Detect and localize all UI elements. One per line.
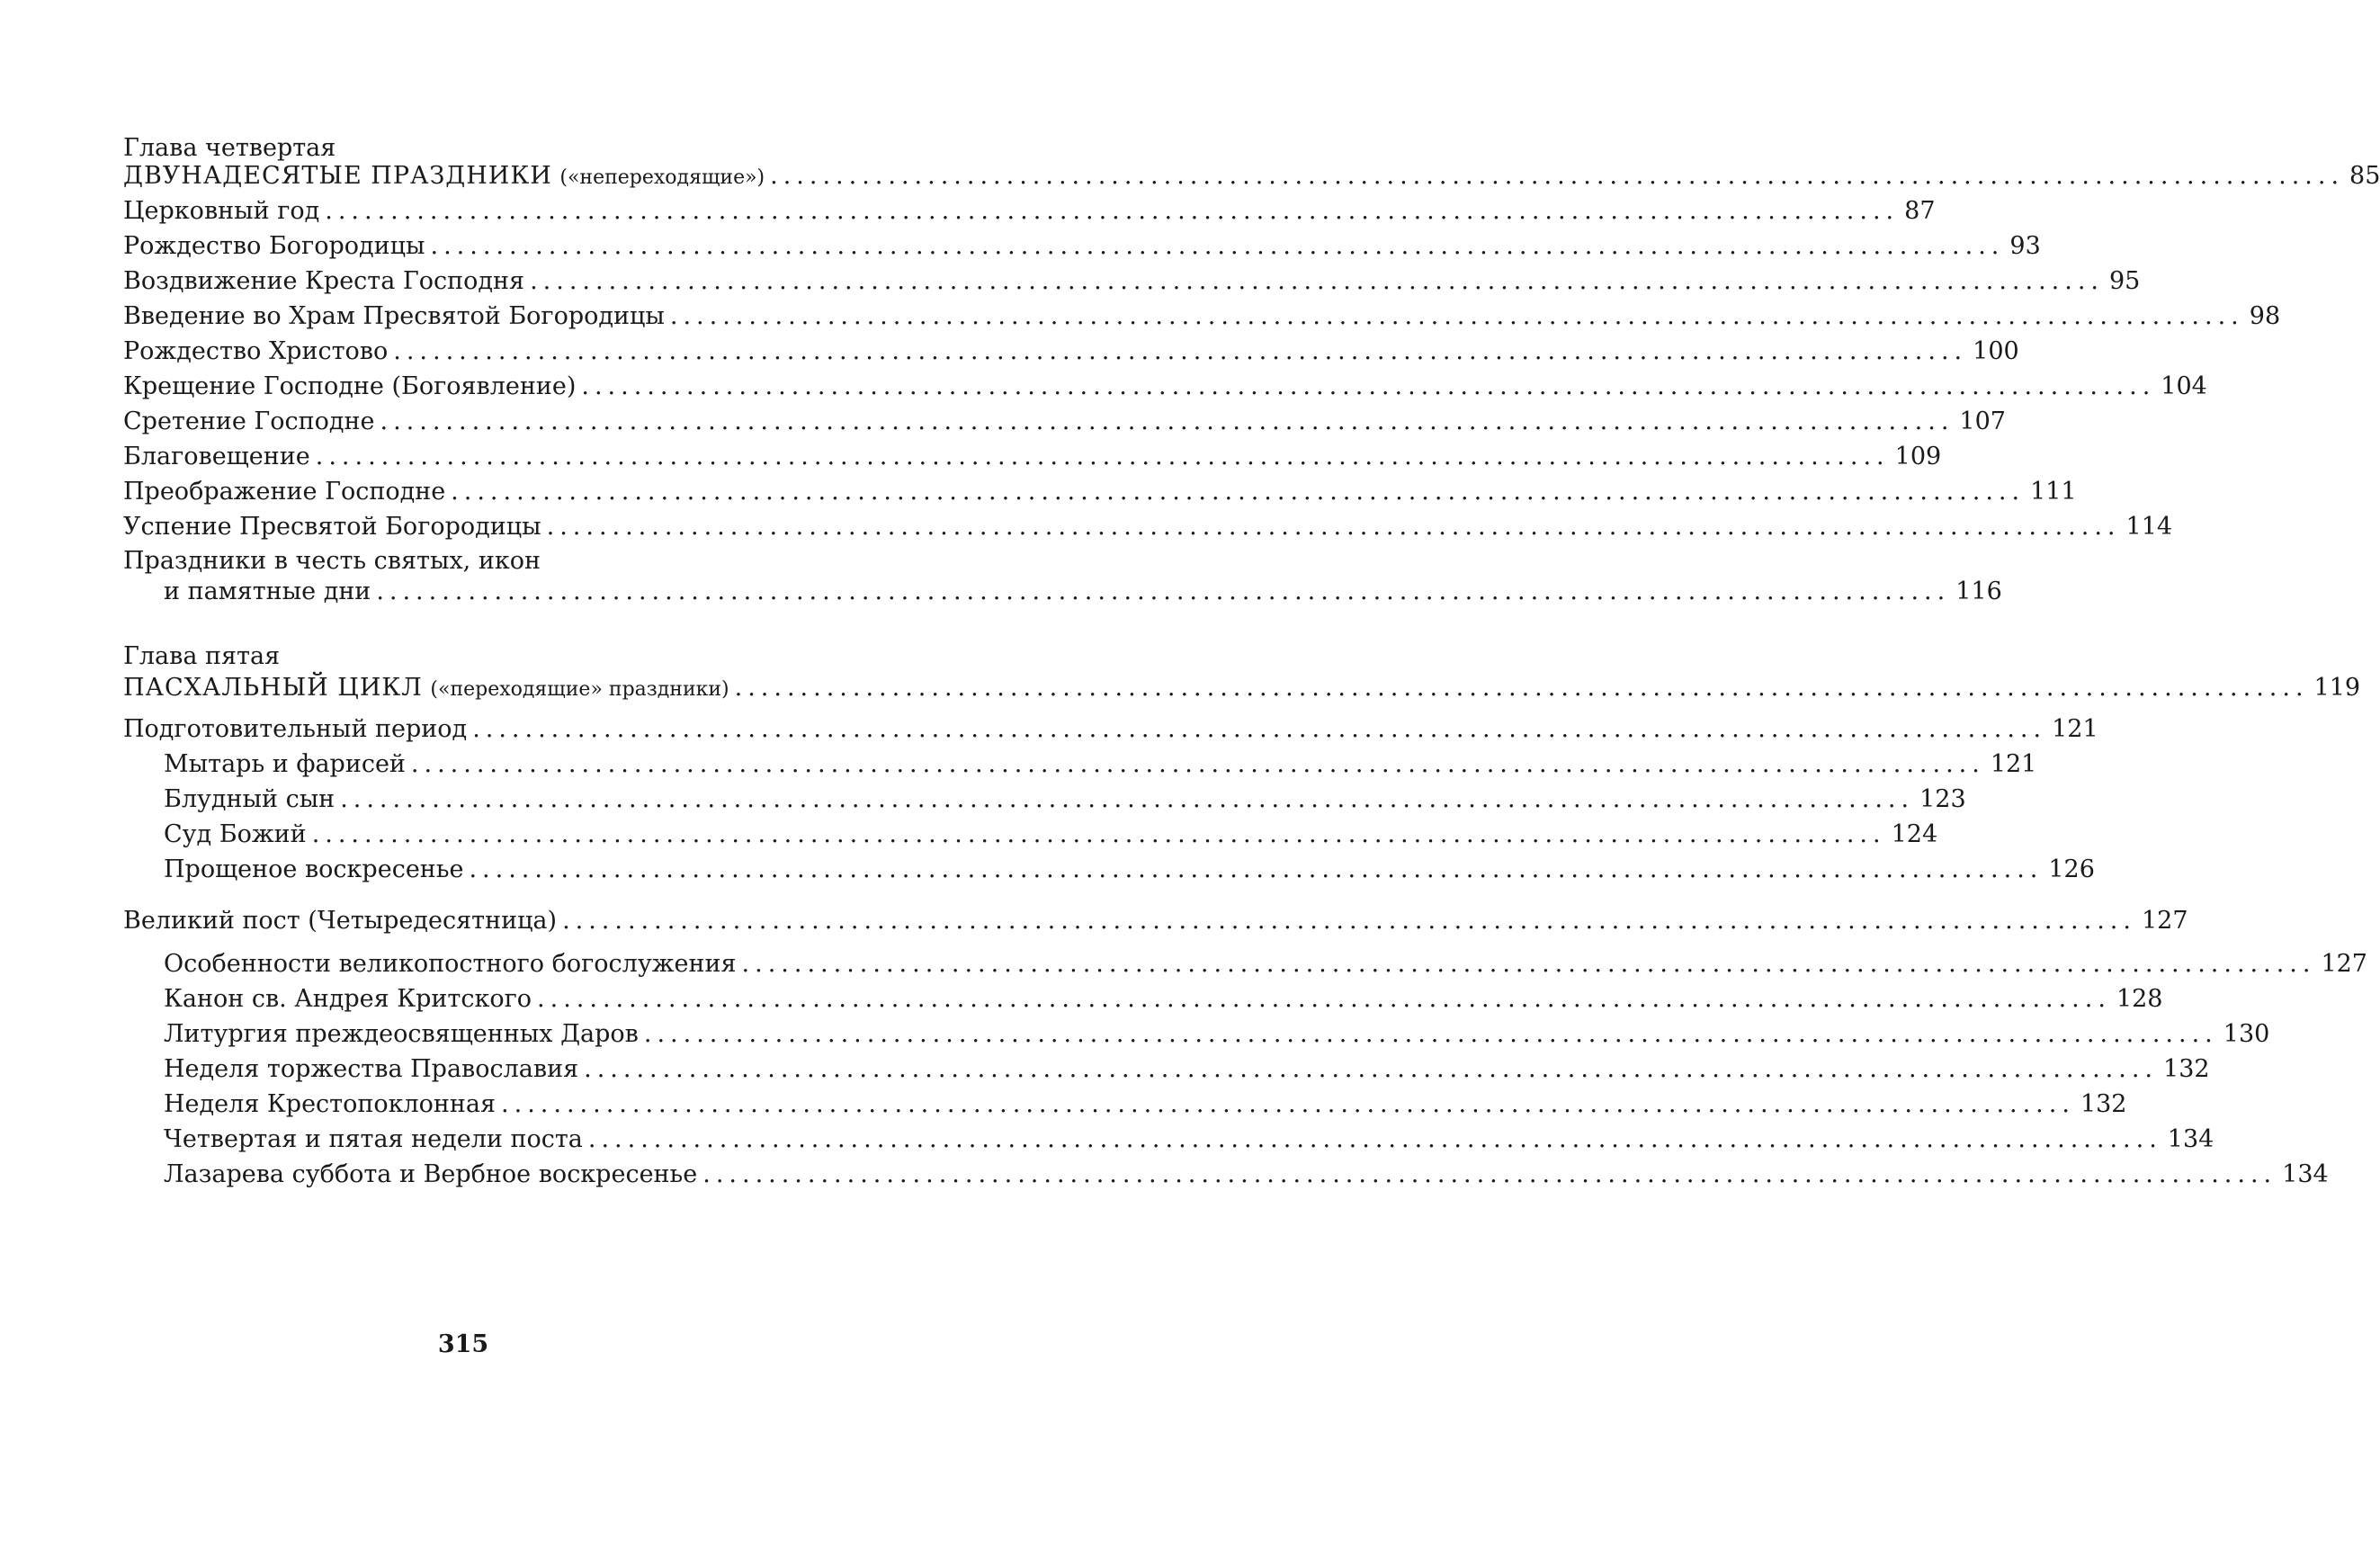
toc-entry xyxy=(164,784,1966,816)
chapter-title-entry xyxy=(123,160,2380,194)
entry-title: Литургия преждеосвященных Даров xyxy=(164,1020,639,1048)
page-number: 98 xyxy=(2249,302,2281,330)
page-number: 134 xyxy=(2167,1125,2214,1153)
leader-dots: ........................................................................................................................ xyxy=(537,985,2111,1013)
leader-dots: ........................................................................................................................ xyxy=(325,197,1900,225)
chapter-title: ДВУНАДЕСЯТЫЕ ПРАЗДНИКИ xyxy=(123,162,552,190)
entry-title: Воздвижение Креста Господня xyxy=(123,267,525,295)
chapter-title-entry xyxy=(123,672,2361,706)
entry-title: Блудный сын xyxy=(164,785,336,813)
entry-title: Мытарь и фарисей xyxy=(164,750,406,778)
toc-section xyxy=(123,905,2188,937)
toc-entry xyxy=(123,406,2006,438)
page-number: 127 xyxy=(2141,907,2188,935)
toc-entry xyxy=(164,1088,2127,1121)
page-number: 93 xyxy=(2009,232,2041,260)
toc-entry xyxy=(123,265,2141,298)
toc-entry xyxy=(164,1053,2210,1086)
entry-title-line1: Праздники в честь святых, икон xyxy=(123,547,541,575)
leader-dots: ........................................................................................................................ xyxy=(315,443,1890,470)
page-number: 104 xyxy=(2161,372,2207,400)
entry-title: Введение во Храм Пресвятой Богородицы xyxy=(123,302,665,330)
page-number: 107 xyxy=(1959,407,2006,435)
leader-dots: ........................................................................................................................ xyxy=(340,785,1915,813)
leader-dots: ........................................................................................................................ xyxy=(546,513,2121,541)
leader-dots: ........................................................................................................................ xyxy=(734,674,2309,702)
toc-entry xyxy=(123,230,2041,263)
toc-entry xyxy=(123,371,2207,403)
leader-dots: ........................................................................................................................ xyxy=(380,407,1955,435)
leader-dots: ........................................................................................................................ xyxy=(669,302,2244,330)
page-number: 127 xyxy=(2321,950,2367,978)
toc-entry xyxy=(164,819,1938,851)
chapter-label: Глава пятая xyxy=(123,642,281,670)
entry-title: Канон св. Андрея Критского xyxy=(164,985,532,1013)
page-number: 114 xyxy=(2125,513,2173,541)
page-number: 121 xyxy=(2052,715,2098,743)
chapter-subtitle: («непереходящие») xyxy=(559,166,765,189)
leader-dots: ........................................................................................................................ xyxy=(562,907,2136,935)
leader-dots: ........................................................................................................................ xyxy=(469,855,2044,883)
entry-title: Особенности великопостного богослужения xyxy=(164,950,737,978)
page-number: 85 xyxy=(2349,162,2380,190)
section-title: Подготовительный период xyxy=(123,715,468,743)
page-number: 132 xyxy=(2163,1055,2210,1083)
page-number: 119 xyxy=(2313,674,2361,702)
entry-title: Благовещение xyxy=(123,443,310,470)
leader-dots: ........................................................................................................................ xyxy=(376,578,1951,605)
leader-dots: ........................................................................................................................ xyxy=(430,232,2005,260)
page-number: 95 xyxy=(2108,267,2141,295)
entry-title: Церковный год xyxy=(123,197,320,225)
leader-dots: ........................................................................................................................ xyxy=(472,715,2047,743)
chapter-subtitle: («переходящие» праздники) xyxy=(430,678,729,701)
page-number: 100 xyxy=(1973,337,2019,365)
entry-title: Лазарева суббота и Вербное воскресенье xyxy=(164,1160,698,1188)
page-number: 130 xyxy=(2223,1020,2270,1048)
leader-dots: ........................................................................................................................ xyxy=(311,820,1886,848)
leader-dots: ........................................................................................................................ xyxy=(451,478,2026,506)
toc-entry xyxy=(164,576,2002,608)
entry-title: Неделя Крестопоклонная xyxy=(164,1090,497,1118)
chapter-title: ПАСХАЛЬНЫЙ ЦИКЛ xyxy=(123,674,423,702)
toc-entry xyxy=(123,476,2077,508)
toc-entry xyxy=(164,1018,2270,1051)
entry-title: Рождество Христово xyxy=(123,337,389,365)
entry-title: Преображение Господне xyxy=(123,478,446,506)
toc-entry xyxy=(164,948,2367,980)
toc-entry xyxy=(123,441,1942,473)
leader-dots: ........................................................................................................................ xyxy=(501,1090,2075,1118)
entry-title: Неделя торжества Православия xyxy=(164,1055,579,1083)
toc-entry xyxy=(123,300,2281,333)
entry-title: Успение Пресвятой Богородицы xyxy=(123,513,541,541)
page-number: 123 xyxy=(1919,785,1966,813)
toc-entry xyxy=(164,748,2037,781)
page-number: 134 xyxy=(2282,1160,2329,1188)
page-folio: 315 xyxy=(437,1330,489,1358)
entry-title: Крещение Господне (Богоявление) xyxy=(123,372,577,400)
page-number: 111 xyxy=(2030,478,2077,506)
toc-entry xyxy=(123,511,2173,543)
section-title: Великий пост (Четыредесятница) xyxy=(123,907,558,935)
leader-dots: ........................................................................................................................ xyxy=(702,1160,2277,1188)
entry-title: Рождество Богородицы xyxy=(123,232,425,260)
page-number: 87 xyxy=(1904,197,1936,225)
leader-dots: ........................................................................................................................ xyxy=(643,1020,2218,1048)
page-number: 128 xyxy=(2116,985,2163,1013)
page-number: 124 xyxy=(1891,820,1938,848)
entry-title: Четвертая и пятая недели поста xyxy=(164,1125,583,1153)
leader-dots: ........................................................................................................................ xyxy=(530,267,2104,295)
leader-dots: ........................................................................................................................ xyxy=(581,372,2156,400)
toc-entry xyxy=(123,195,1936,228)
entry-title: Суд Божий xyxy=(164,820,307,848)
toc-entry xyxy=(164,1159,2329,1191)
toc-entry xyxy=(164,983,2163,1016)
page-number: 116 xyxy=(1955,578,2002,605)
leader-dots: ........................................................................................................................ xyxy=(741,950,2316,978)
leader-dots: ........................................................................................................................ xyxy=(393,337,1968,365)
toc-entry xyxy=(164,1124,2214,1156)
entry-title-line2: и памятные дни xyxy=(164,578,371,605)
toc-entry xyxy=(123,336,2019,368)
page-number: 126 xyxy=(2048,855,2095,883)
leader-dots: ........................................................................................................................ xyxy=(587,1125,2162,1153)
chapter-label: Глава четвертая xyxy=(123,134,336,162)
page-number: 121 xyxy=(1990,750,2037,778)
leader-dots: ........................................................................................................................ xyxy=(410,750,1985,778)
page-number: 132 xyxy=(2080,1090,2127,1118)
toc-section xyxy=(123,713,2098,746)
toc-entry xyxy=(164,854,2095,886)
entry-title: Прощеное воскресенье xyxy=(164,855,464,883)
leader-dots: ........................................................................................................................ xyxy=(770,162,2345,190)
entry-title: Сретение Господне xyxy=(123,407,375,435)
page-number: 109 xyxy=(1894,443,1942,470)
leader-dots: ........................................................................................................................ xyxy=(584,1055,2159,1083)
